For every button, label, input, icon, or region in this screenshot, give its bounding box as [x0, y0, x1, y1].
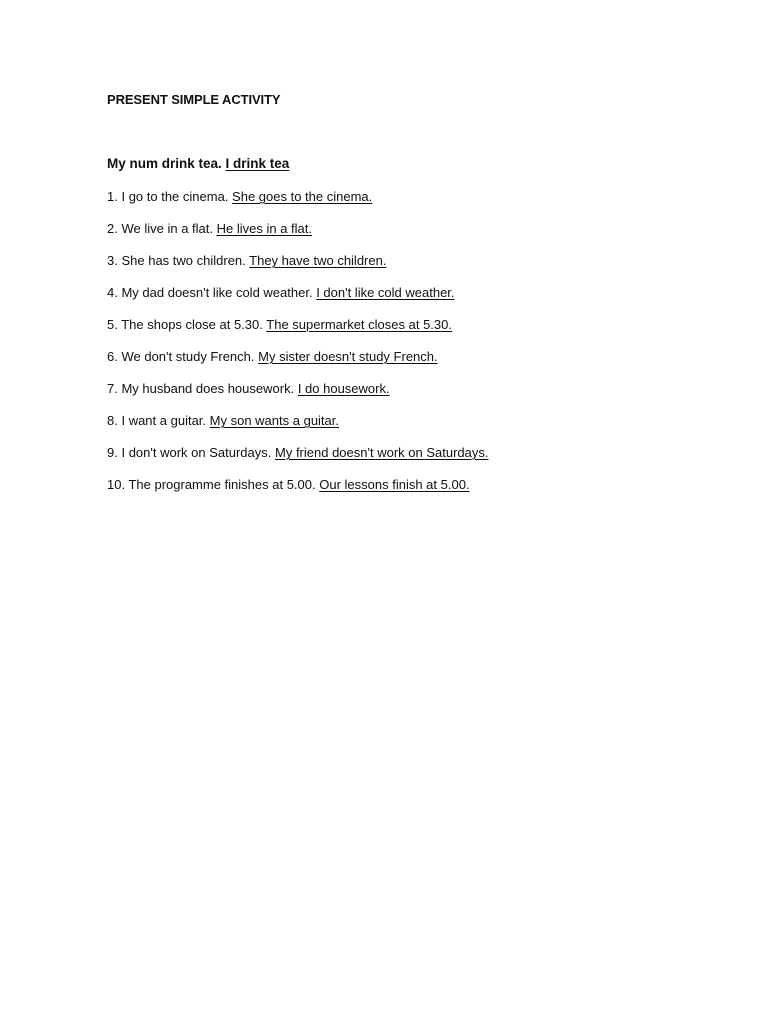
item-number: 4.: [107, 285, 118, 300]
example-prompt: My num drink tea.: [107, 156, 222, 171]
item-answer: Our lessons finish at 5.00.: [319, 477, 470, 492]
document-title: PRESENT SIMPLE ACTIVITY: [107, 92, 281, 107]
exercise-item: [107, 285, 488, 317]
item-prompt: I don't work on Saturdays.: [121, 445, 272, 460]
exercise-item: [107, 253, 488, 285]
item-prompt: My husband does housework.: [121, 381, 295, 396]
exercise-item: [107, 381, 488, 413]
exercise-item: [107, 317, 488, 349]
item-answer: I do housework.: [297, 381, 390, 396]
exercise-item: [107, 445, 488, 477]
item-prompt: We live in a flat.: [121, 221, 213, 236]
item-prompt: We don't study French.: [121, 349, 255, 364]
exercise-item: [107, 349, 488, 381]
item-answer: She goes to the cinema.: [232, 189, 373, 204]
item-prompt: She has two children.: [121, 253, 246, 268]
example-answer: I drink tea: [225, 156, 290, 171]
item-prompt: My dad doesn't like cold weather.: [121, 285, 313, 300]
item-number: 2.: [107, 221, 118, 236]
exercise-item: [107, 477, 488, 509]
item-answer: I don't like cold weather.: [316, 285, 455, 300]
item-prompt: I go to the cinema.: [121, 189, 229, 204]
item-answer: My sister doesn't study French.: [258, 349, 438, 364]
item-answer: The supermarket closes at 5.30.: [266, 317, 452, 332]
item-number: 3.: [107, 253, 118, 268]
exercise-list: [107, 189, 488, 509]
example-sentence: [107, 156, 289, 171]
item-prompt: The shops close at 5.30.: [121, 317, 263, 332]
item-number: 8.: [107, 413, 118, 428]
exercise-item: [107, 189, 488, 221]
item-number: 6.: [107, 349, 118, 364]
exercise-item: [107, 413, 488, 445]
item-prompt: I want a guitar.: [121, 413, 207, 428]
item-number: 5.: [107, 317, 118, 332]
item-answer: My son wants a guitar.: [209, 413, 339, 428]
item-answer: My friend doesn't work on Saturdays.: [275, 445, 489, 460]
exercise-item: [107, 221, 488, 253]
item-answer: They have two children.: [249, 253, 387, 268]
item-number: 1.: [107, 189, 118, 204]
item-number: 7.: [107, 381, 118, 396]
item-number: 10.: [107, 477, 126, 492]
item-answer: He lives in a flat.: [216, 221, 312, 236]
item-number: 9.: [107, 445, 118, 460]
item-prompt: The programme finishes at 5.00.: [128, 477, 316, 492]
